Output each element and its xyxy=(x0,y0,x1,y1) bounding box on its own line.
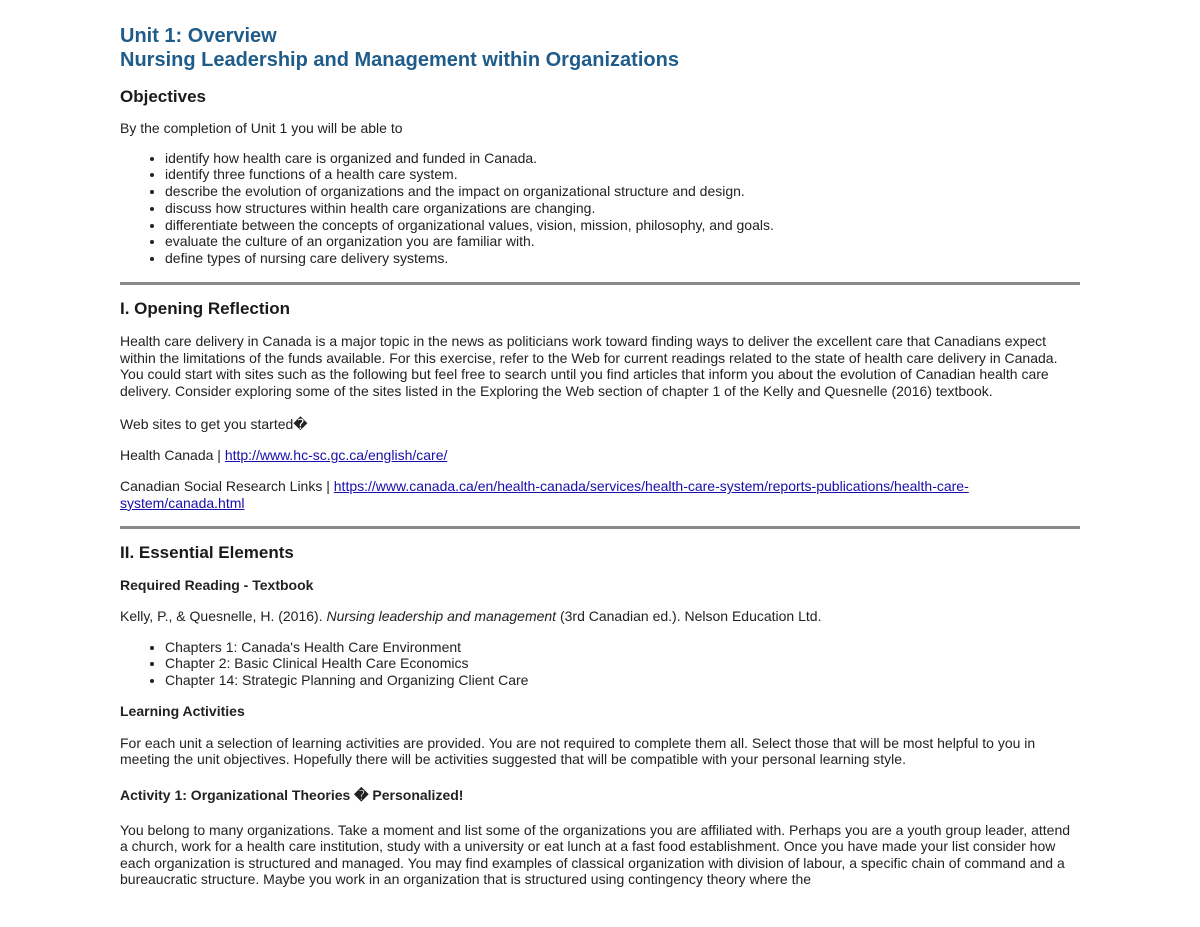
learning-activities-heading: Learning Activities xyxy=(120,702,245,719)
objective-item: • describe the evolution of organizations and the impact on organizational structure and design. xyxy=(165,183,1080,200)
section-divider xyxy=(120,526,1080,529)
citation-title: Nursing leadership and management xyxy=(326,608,557,625)
essential-elements-heading: II. Essential Elements xyxy=(120,543,294,563)
opening-reflection-heading: I. Opening Reflection xyxy=(120,299,291,319)
web-sites-intro: Web sites to get you started� xyxy=(120,416,308,433)
social-research-line xyxy=(120,478,1080,511)
objective-item: • identify three functions of a health care system. xyxy=(165,166,1080,183)
activity1-heading: Activity 1: Organizational Theories � Personalized! xyxy=(120,786,464,803)
health-canada-line xyxy=(120,447,1080,464)
section-divider xyxy=(120,282,1080,285)
objective-item: • discuss how structures within health care organizations are changing. xyxy=(165,200,1080,217)
objective-item: • identify how health care is organized and funded in Canada. xyxy=(165,150,1080,167)
chapters-list xyxy=(120,639,1080,689)
unit-title: Unit 1: Overview xyxy=(120,25,277,47)
opening-reflection-paragraph: Health care delivery in Canada is a major topic in the news as politicians work toward finding ways to deliver the excellent care that Canadians expect within the limitations of the funds available. For this exercise, refer to the Web for current readings related to the state of health care delivery in Canada. You could start with sites such as the following but feel free to search until you find articles that inform you about the evolution of Canadian health care delivery. Consider exploring some of the sites listed in the Exploring the Web section of chapter 1 of the Kelly and Quesnelle (2016) textbook. xyxy=(120,333,1058,399)
document-page xyxy=(120,24,1080,888)
objective-item: • evaluate the culture of an organization you are familiar with. xyxy=(165,233,1080,250)
citation-publisher: (3rd Canadian ed.). Nelson Education Ltd. xyxy=(556,608,822,625)
required-reading-heading: Required Reading - Textbook xyxy=(120,577,314,594)
social-research-label: Canadian Social Research Links | xyxy=(120,478,334,495)
objectives-list xyxy=(120,150,1080,268)
objective-item: • differentiate between the concepts of organizational values, vision, mission, philosophy, and goals. xyxy=(165,217,1080,234)
objectives-heading: Objectives xyxy=(120,87,206,106)
health-canada-label: Health Canada | xyxy=(120,446,225,463)
objectives-intro: By the completion of Unit 1 you will be able to xyxy=(120,120,403,136)
chapter-item: • Chapter 14: Strategic Planning and Organizing Client Care xyxy=(165,672,1080,689)
unit-subtitle: Nursing Leadership and Management within Organizations xyxy=(120,49,679,71)
chapter-item: • Chapters 1: Canada's Health Care Environment xyxy=(165,639,1080,656)
learning-activities-text: For each unit a selection of learning activities are provided. You are not required to complete them all. Select those that will be most helpful to you in meeting the unit objectives. Hopefully there will be activities suggested that will be compatible with your personal learning style. xyxy=(120,734,1036,768)
activity1-text: You belong to many organizations. Take a moment and list some of the organizations you are affiliated with. Perhaps you are a youth group leader, attend a church, work for a health care institution, study with a university or eat lunch at a fast food establishment. Once you have made your list consider how each organization is structured and managed. You may find examples of classical organization with division of labour, a specific chain of command and a bureaucratic structure. Maybe you work in an organization that is structured using contingency theory where the xyxy=(120,821,1071,888)
social-research-link[interactable]: https://www.canada.ca/en/health-canada/services/health-care-system/reports-publications/health-care-system/canada.html xyxy=(120,478,969,511)
chapter-item: • Chapter 2: Basic Clinical Health Care Economics xyxy=(165,655,1080,672)
objective-item: • define types of nursing care delivery systems. xyxy=(165,250,1080,267)
textbook-citation xyxy=(120,608,1080,625)
health-canada-link[interactable]: http://www.hc-sc.gc.ca/english/care/ xyxy=(224,446,448,463)
citation-authors: Kelly, P., & Quesnelle, H. (2016). xyxy=(120,608,327,625)
